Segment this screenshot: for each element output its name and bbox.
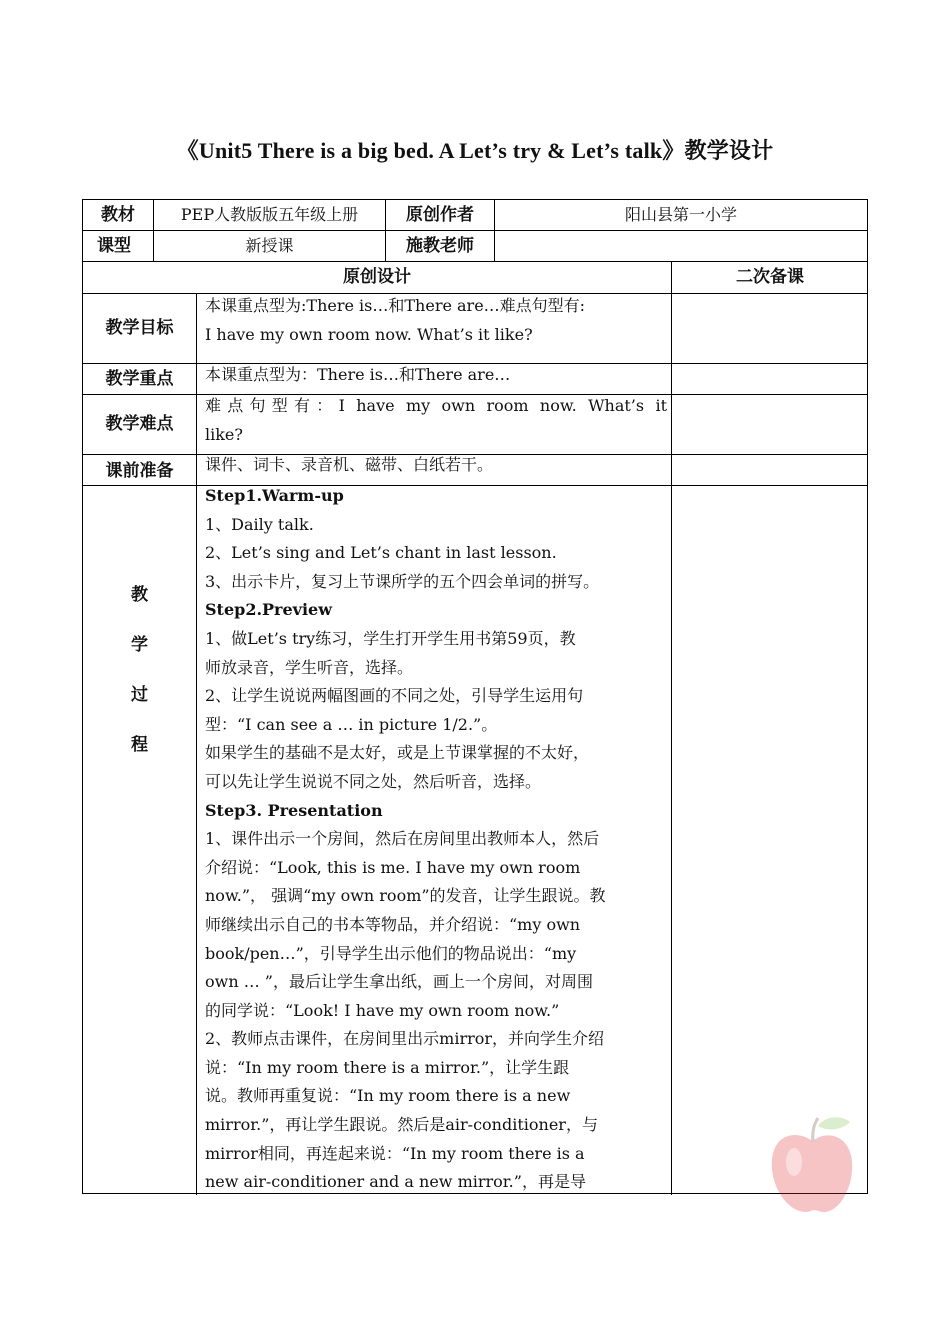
teacher-value (495, 231, 867, 261)
second-prep-header: 二次备课 (736, 267, 804, 288)
apple-watermark-icon (766, 1112, 856, 1217)
goals-line: 本课重点型为:There is…和There are…难点句型有: (205, 296, 586, 315)
process-line: 的同学说：“Look! I have my own room now.” (205, 1000, 560, 1020)
process-line: 1、做Let’s try练习，学生打开学生用书第59页，教 (205, 628, 576, 648)
difficult-line: like? (205, 424, 243, 444)
difficult-line: 难点句型有：I have my own room now. What’s it (205, 396, 667, 415)
process-line: mirror.”，再让学生跟说。然后是air-conditioner，与 (205, 1115, 598, 1135)
key-text (197, 361, 671, 394)
process-line: 师继续出示自己的书本等物品，并介绍说：“my own (205, 914, 581, 934)
process-line: 说：“In my room there is a mirror.”，让学生跟 (205, 1057, 570, 1077)
process-line: 3、出示卡片，复习上节课所学的五个四会单词的拼写。 (205, 571, 600, 591)
process-line: 型：“I can see a … in picture 1/2.”。 (205, 714, 498, 734)
process-line: mirror相同，再连起来说：“In my room there is a (205, 1143, 585, 1163)
goals-text (197, 292, 671, 363)
goals-line: I have my own room now. What’s it like? (205, 324, 533, 344)
author-label: 原创作者 (406, 204, 474, 225)
process-line: own … ”，最后让学生拿出纸，画上一个房间，对周围 (205, 972, 593, 992)
textbook-label: 教材 (101, 204, 135, 225)
process-step-heading: Step1.Warm-up (205, 486, 344, 505)
key-line: 本课重点型为：There is…和There are… (205, 365, 511, 384)
process-label-char: 程 (131, 735, 148, 755)
process-line: 2、教师点击课件，在房间里出示mirror，并向学生介绍 (205, 1029, 605, 1049)
process-line: new air-conditioner and a new mirror.”，再是导 (205, 1172, 586, 1192)
page-title: 《Unit5 There is a big bed. A Let’s try & Let’s talk》教学设计 (176, 138, 774, 163)
teacher-label: 施教老师 (406, 235, 474, 256)
process-line: 2、让学生说说两幅图画的不同之处，引导学生运用句 (205, 686, 584, 706)
textbook-value: PEP人教版版五年级上册 (180, 204, 359, 224)
lesson-plan-table (82, 199, 868, 1194)
author-value: 阳山县第一小学 (624, 204, 737, 224)
process-line: 可以先让学生说说不同之处，然后听音，选择。 (205, 771, 542, 791)
process-line: 1、Daily talk. (205, 514, 314, 534)
process-line: book/pen…”，引导学生出示他们的物品说出：“my (205, 943, 577, 963)
process-line: 如果学生的基础不是太好，或是上节课掌握的不太好， (205, 743, 590, 763)
process-step-heading: Step2.Preview (205, 600, 332, 620)
process-step-heading: Step3. Presentation (205, 800, 383, 820)
process-line: 师放录音，学生听音，选择。 (205, 657, 414, 677)
prep-line: 课件、词卡、录音机、磁带、白纸若干。 (205, 455, 494, 474)
process-label-char: 过 (131, 685, 148, 705)
process-line: 1、课件出示一个房间，然后在房间里出教师本人，然后 (205, 829, 600, 849)
lesson-type-label: 课型 (97, 235, 131, 256)
prep-label: 课前准备 (105, 460, 174, 481)
difficult-text (197, 392, 671, 454)
process-line: 2、Let’s sing and Let’s chant in last lesson. (205, 543, 557, 563)
goals-label: 教学目标 (105, 318, 174, 339)
process-label-char: 教 (131, 585, 148, 605)
process-line: 说。教师再重复说：“In my room there is a new (205, 1086, 571, 1106)
process-line: 介绍说：“Look, this is me. I have my own room (205, 857, 581, 877)
difficult-label: 教学难点 (105, 414, 174, 435)
process-label-char: 学 (131, 635, 148, 655)
key-label: 教学重点 (105, 369, 174, 390)
lesson-type-value: 新授课 (245, 235, 294, 255)
prep-text (197, 451, 671, 485)
original-design-header: 原创设计 (343, 267, 411, 288)
process-label (83, 570, 196, 770)
process-line: now.”， 强调“my own room”的发音，让学生跟说。教 (205, 886, 606, 906)
process-text (197, 482, 671, 1194)
